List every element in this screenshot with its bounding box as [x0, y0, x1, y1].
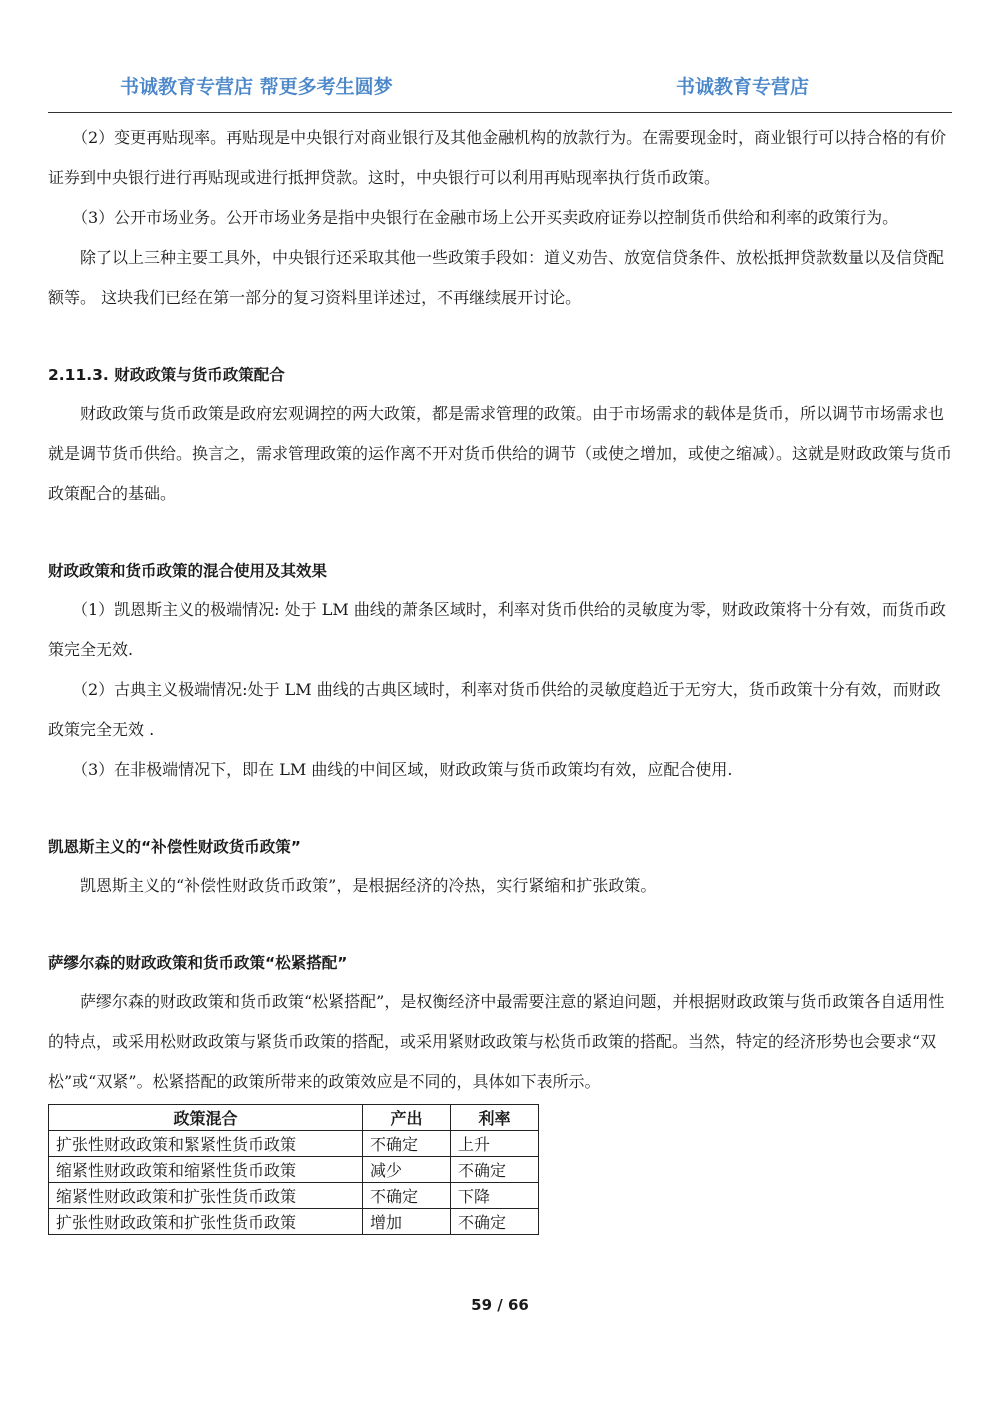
- paragraph-rediscount-rate: （2）变更再贴现率。再贴现是中央银行对商业银行及其他金融机构的放款行为。在需要现金时，商业银行可以持合格的有价证券到中央银行进行再贴现或进行抵押贷款。这时，中央银行可以利用再贴现率执行货币政策。: [48, 128, 947, 187]
- page-number: 59 / 66: [471, 1296, 529, 1314]
- list-item-intermediate: （3）在非极端情况下，即在 LM 曲线的中间区域，财政政策与货币政策均有效，应配合使用.: [72, 760, 733, 779]
- table-row: [49, 1131, 539, 1157]
- table-row: [49, 1157, 539, 1183]
- table-cell: 不确定: [451, 1157, 539, 1183]
- table-cell: 不确定: [363, 1183, 451, 1209]
- table-cell: 不确定: [451, 1209, 539, 1235]
- table-cell: 下降: [451, 1183, 539, 1209]
- table-cell: 减少: [363, 1157, 451, 1183]
- table-cell: 缩紧性财政政策和扩张性货币政策: [49, 1183, 363, 1209]
- page-content: [48, 118, 952, 1235]
- table-cell: 扩张性财政政策和扩张性货币政策: [49, 1209, 363, 1235]
- paragraph-policy-coordination: 财政政策与货币政策是政府宏观调控的两大政策，都是需求管理的政策。由于市场需求的载体是货币，所以调节市场需求也就是调节货币供给。换言之，需求管理政策的运作离不开对货币供给的调节（或使之增加，或使之缩减）。这就是财政政策与货币政策配合的基础。: [48, 404, 953, 503]
- paragraph-keynes: 凯恩斯主义的“补偿性财政货币政策”，是根据经济的冷热，实行紧缩和扩张政策。: [80, 876, 657, 895]
- table-header-cell: 产出: [363, 1105, 451, 1131]
- table-header-row: [49, 1105, 539, 1131]
- paragraph-open-market: （3）公开市场业务。公开市场业务是指中央银行在金融市场上公开买卖政府证券以控制货币供给和利率的政策行为。: [72, 208, 899, 227]
- table-cell: 增加: [363, 1209, 451, 1235]
- table-cell: 不确定: [363, 1131, 451, 1157]
- paragraph-samuelson: 萨缪尔森的财政政策和货币政策“松紧搭配”，是权衡经济中最需要注意的紧迫问题，并根据财政政策与货币政策各自适用性的特点，或采用松财政政策与紧货币政策的搭配，或采用紧财政政策与松货币政策的搭配。当然，特定的经济形势也会要求“双松”或“双紧”。松紧搭配的政策所带来的政策效应是不同的，具体如下表所示。: [48, 992, 945, 1091]
- table-row: [49, 1209, 539, 1235]
- list-item-classical-extreme: （2）古典主义极端情况:处于 LM 曲线的古典区域时，利率对货币供给的灵敏度趋近于无穷大，货币政策十分有效，而财政政策完全无效 .: [48, 680, 941, 739]
- page-header: [48, 0, 952, 113]
- header-left-text: 书诚教育专营店 帮更多考生圆梦: [120, 76, 393, 98]
- list-item-keynesian-extreme: （1）凯恩斯主义的极端情况: 处于 LM 曲线的萧条区域时，利率对货币供给的灵敏度为零，财政政策将十分有效，而货币政策完全无效.: [48, 600, 946, 659]
- table-header-cell: 利率: [451, 1105, 539, 1131]
- section-heading-2-11-3: 2.11.3. 财政政策与货币政策配合: [48, 366, 285, 384]
- table-cell: 缩紧性财政政策和缩紧性货币政策: [49, 1157, 363, 1183]
- table-cell: 扩张性财政政策和緊紧性货币政策: [49, 1131, 363, 1157]
- section-heading-mixed-use: 财政政策和货币政策的混合使用及其效果: [48, 562, 328, 580]
- table-cell: 上升: [451, 1131, 539, 1157]
- table-row: [49, 1183, 539, 1209]
- policy-mix-table: [48, 1104, 539, 1235]
- paragraph-other-tools: 除了以上三种主要工具外，中央银行还采取其他一些政策手段如：道义劝告、放宽信贷条件、放松抵押贷款数量以及信贷配额等。 这块我们已经在第一部分的复习资料里详述过，不再继续展开讨论。: [48, 248, 945, 307]
- section-heading-keynes: 凯恩斯主义的“补偿性财政货币政策”: [48, 838, 301, 856]
- section-heading-samuelson: 萨缪尔森的财政政策和货币政策“松紧搭配”: [48, 954, 348, 972]
- header-right-text: 书诚教育专营店: [676, 76, 810, 98]
- table-header-cell: 政策混合: [49, 1105, 363, 1131]
